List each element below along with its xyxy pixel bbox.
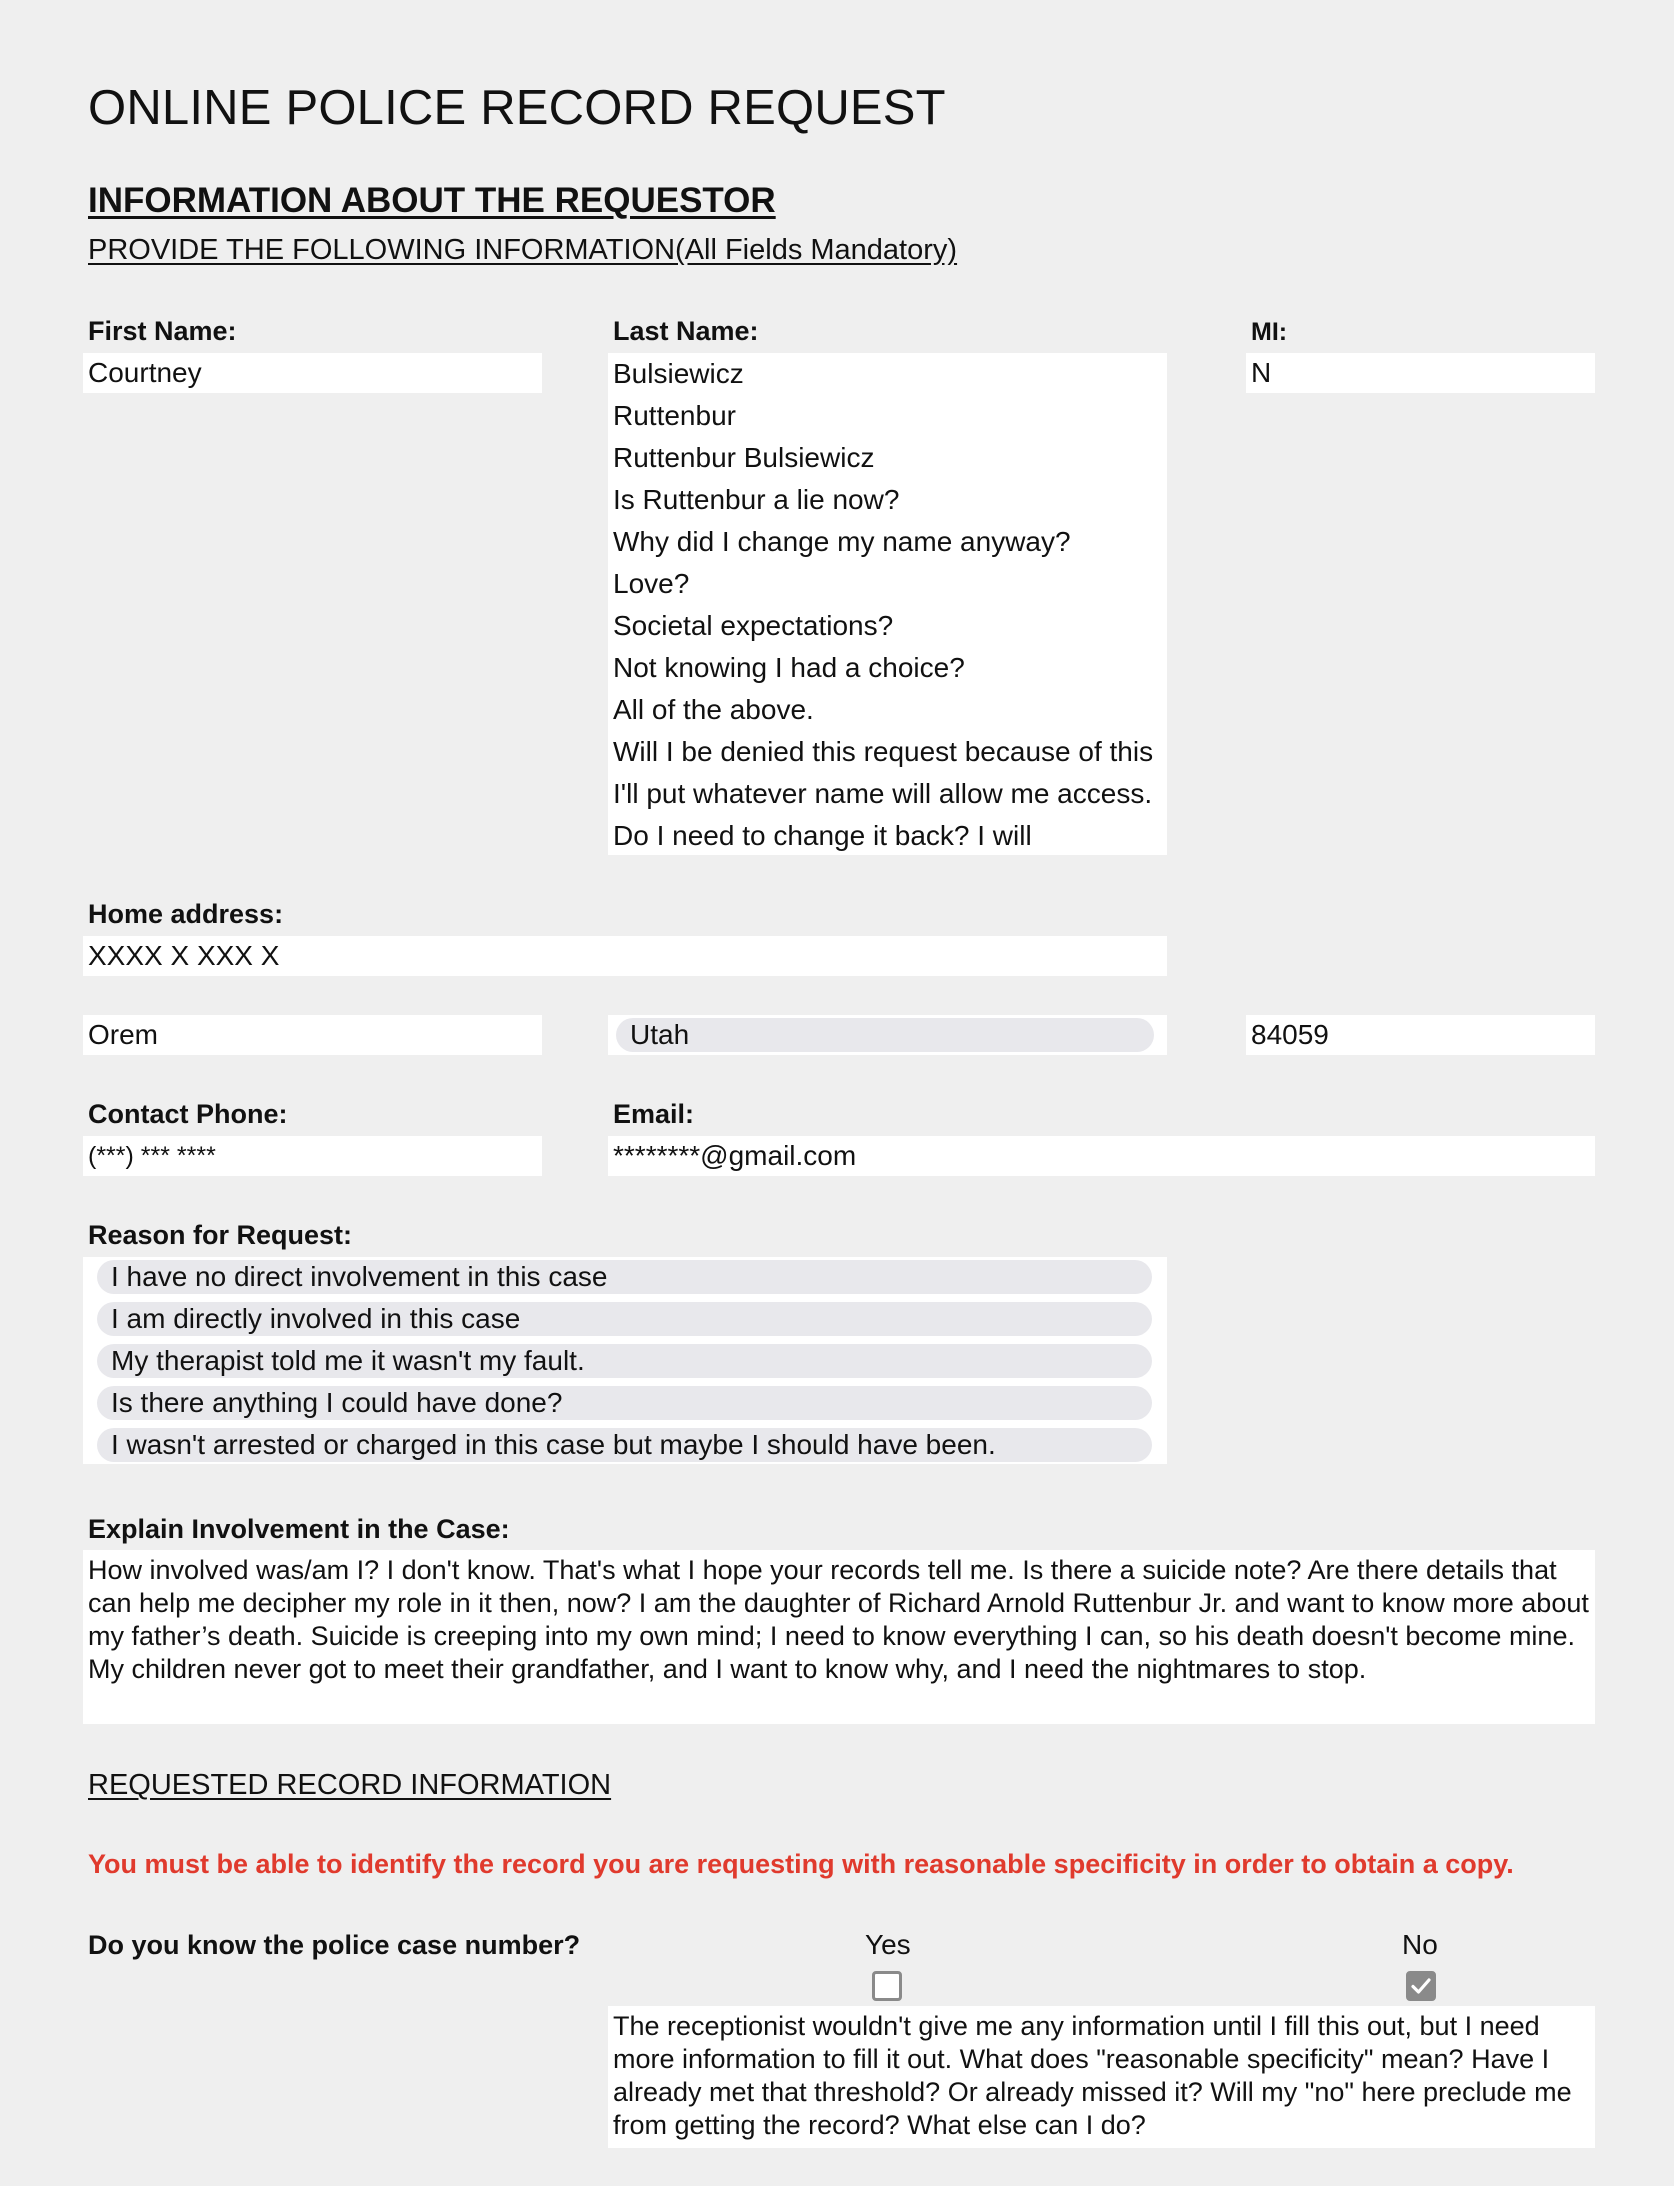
state-select[interactable]: Utah bbox=[616, 1018, 1154, 1052]
mi-field[interactable]: N bbox=[1246, 353, 1595, 393]
yes-label: Yes bbox=[865, 1929, 911, 1960]
section-heading-requestor: INFORMATION ABOUT THE REQUESTOR bbox=[88, 181, 776, 220]
no-label: No bbox=[1402, 1929, 1438, 1960]
specificity-warning: You must be able to identify the record you are requesting with reasonable specificity in order to obtain a copy. bbox=[88, 1849, 1514, 1879]
last-name-line: Is Ruttenbur a lie now? bbox=[613, 484, 900, 515]
first-name-field[interactable]: Courtney bbox=[83, 353, 542, 393]
contact-phone-label: Contact Phone: bbox=[88, 1099, 288, 1129]
email-label: Email: bbox=[613, 1099, 695, 1129]
requested-record-heading: REQUESTED RECORD INFORMATION bbox=[88, 1769, 612, 1801]
reason-option[interactable]: My therapist told me it wasn't my fault. bbox=[97, 1344, 1152, 1378]
page-title: ONLINE POLICE RECORD REQUEST bbox=[88, 81, 946, 135]
reason-option[interactable]: Is there anything I could have done? bbox=[97, 1386, 1152, 1420]
contact-phone-field[interactable]: (***) *** **** bbox=[83, 1136, 542, 1176]
checkmark-icon bbox=[1409, 1974, 1433, 1998]
reason-options-list bbox=[83, 1257, 1167, 1464]
last-name-label: Last Name: bbox=[613, 316, 759, 346]
email-field[interactable]: ********@gmail.com bbox=[608, 1136, 1595, 1176]
last-name-line: Love? bbox=[613, 568, 690, 599]
yes-checkbox[interactable] bbox=[872, 1971, 902, 2001]
last-name-line: Ruttenbur bbox=[613, 400, 736, 431]
state-field[interactable] bbox=[608, 1015, 1167, 1055]
last-name-line: Why did I change my name anyway? bbox=[613, 526, 1071, 557]
no-checkbox[interactable] bbox=[1406, 1971, 1436, 2001]
home-address-label: Home address: bbox=[88, 899, 284, 929]
mi-label: MI: bbox=[1251, 318, 1288, 346]
reason-option[interactable]: I wasn't arrested or charged in this case but maybe I should have been. bbox=[97, 1428, 1152, 1462]
case-number-question: Do you know the police case number? bbox=[88, 1930, 581, 1960]
reason-option[interactable]: I have no direct involvement in this case bbox=[97, 1260, 1152, 1294]
last-name-line: All of the above. bbox=[613, 694, 814, 725]
last-name-line: Will I be denied this request because of this bbox=[613, 736, 1154, 767]
involvement-label: Explain Involvement in the Case: bbox=[88, 1514, 510, 1544]
reason-label: Reason for Request: bbox=[88, 1220, 353, 1250]
instructions-heading: PROVIDE THE FOLLOWING INFORMATION(All Fields Mandatory) bbox=[88, 234, 958, 266]
last-name-line: Ruttenbur Bulsiewicz bbox=[613, 442, 875, 473]
involvement-textarea[interactable]: How involved was/am I? I don't know. That's what I hope your records tell me. Is there a suicide note? Are there details that can help me decipher my role in it then, now? I am the daughter of Richard Arnold Ruttenbur Jr. and want to know more about my father’s death. Suicide is creeping into my own mind; I need to know everything I can, so his death doesn't become mine. My children never got to meet their grandfather, and I want to know why, and I need the nightmares to stop. bbox=[83, 1550, 1595, 1724]
last-name-line: Societal expectations? bbox=[613, 610, 894, 641]
zip-field[interactable]: 84059 bbox=[1246, 1015, 1595, 1055]
street-address-field[interactable]: XXXX X XXX X bbox=[83, 936, 1167, 976]
last-name-line: I'll put whatever name will allow me access. bbox=[613, 778, 1153, 809]
first-name-label: First Name: bbox=[88, 316, 237, 346]
city-field[interactable]: Orem bbox=[83, 1015, 542, 1055]
last-name-line: Not knowing I had a choice? bbox=[613, 652, 965, 683]
last-name-field[interactable] bbox=[608, 353, 1167, 855]
last-name-line: Do I need to change it back? I will bbox=[613, 820, 1032, 851]
reason-option[interactable]: I am directly involved in this case bbox=[97, 1302, 1152, 1336]
case-number-comment[interactable]: The receptionist wouldn't give me any information until I fill this out, but I need more information to fill it out. What does "reasonable specificity" mean? Have I already met that threshold? Or already missed it? Will my "no" here preclude me from getting the record? What else can I do? bbox=[608, 2006, 1595, 2148]
last-name-line: Bulsiewicz bbox=[613, 358, 744, 389]
